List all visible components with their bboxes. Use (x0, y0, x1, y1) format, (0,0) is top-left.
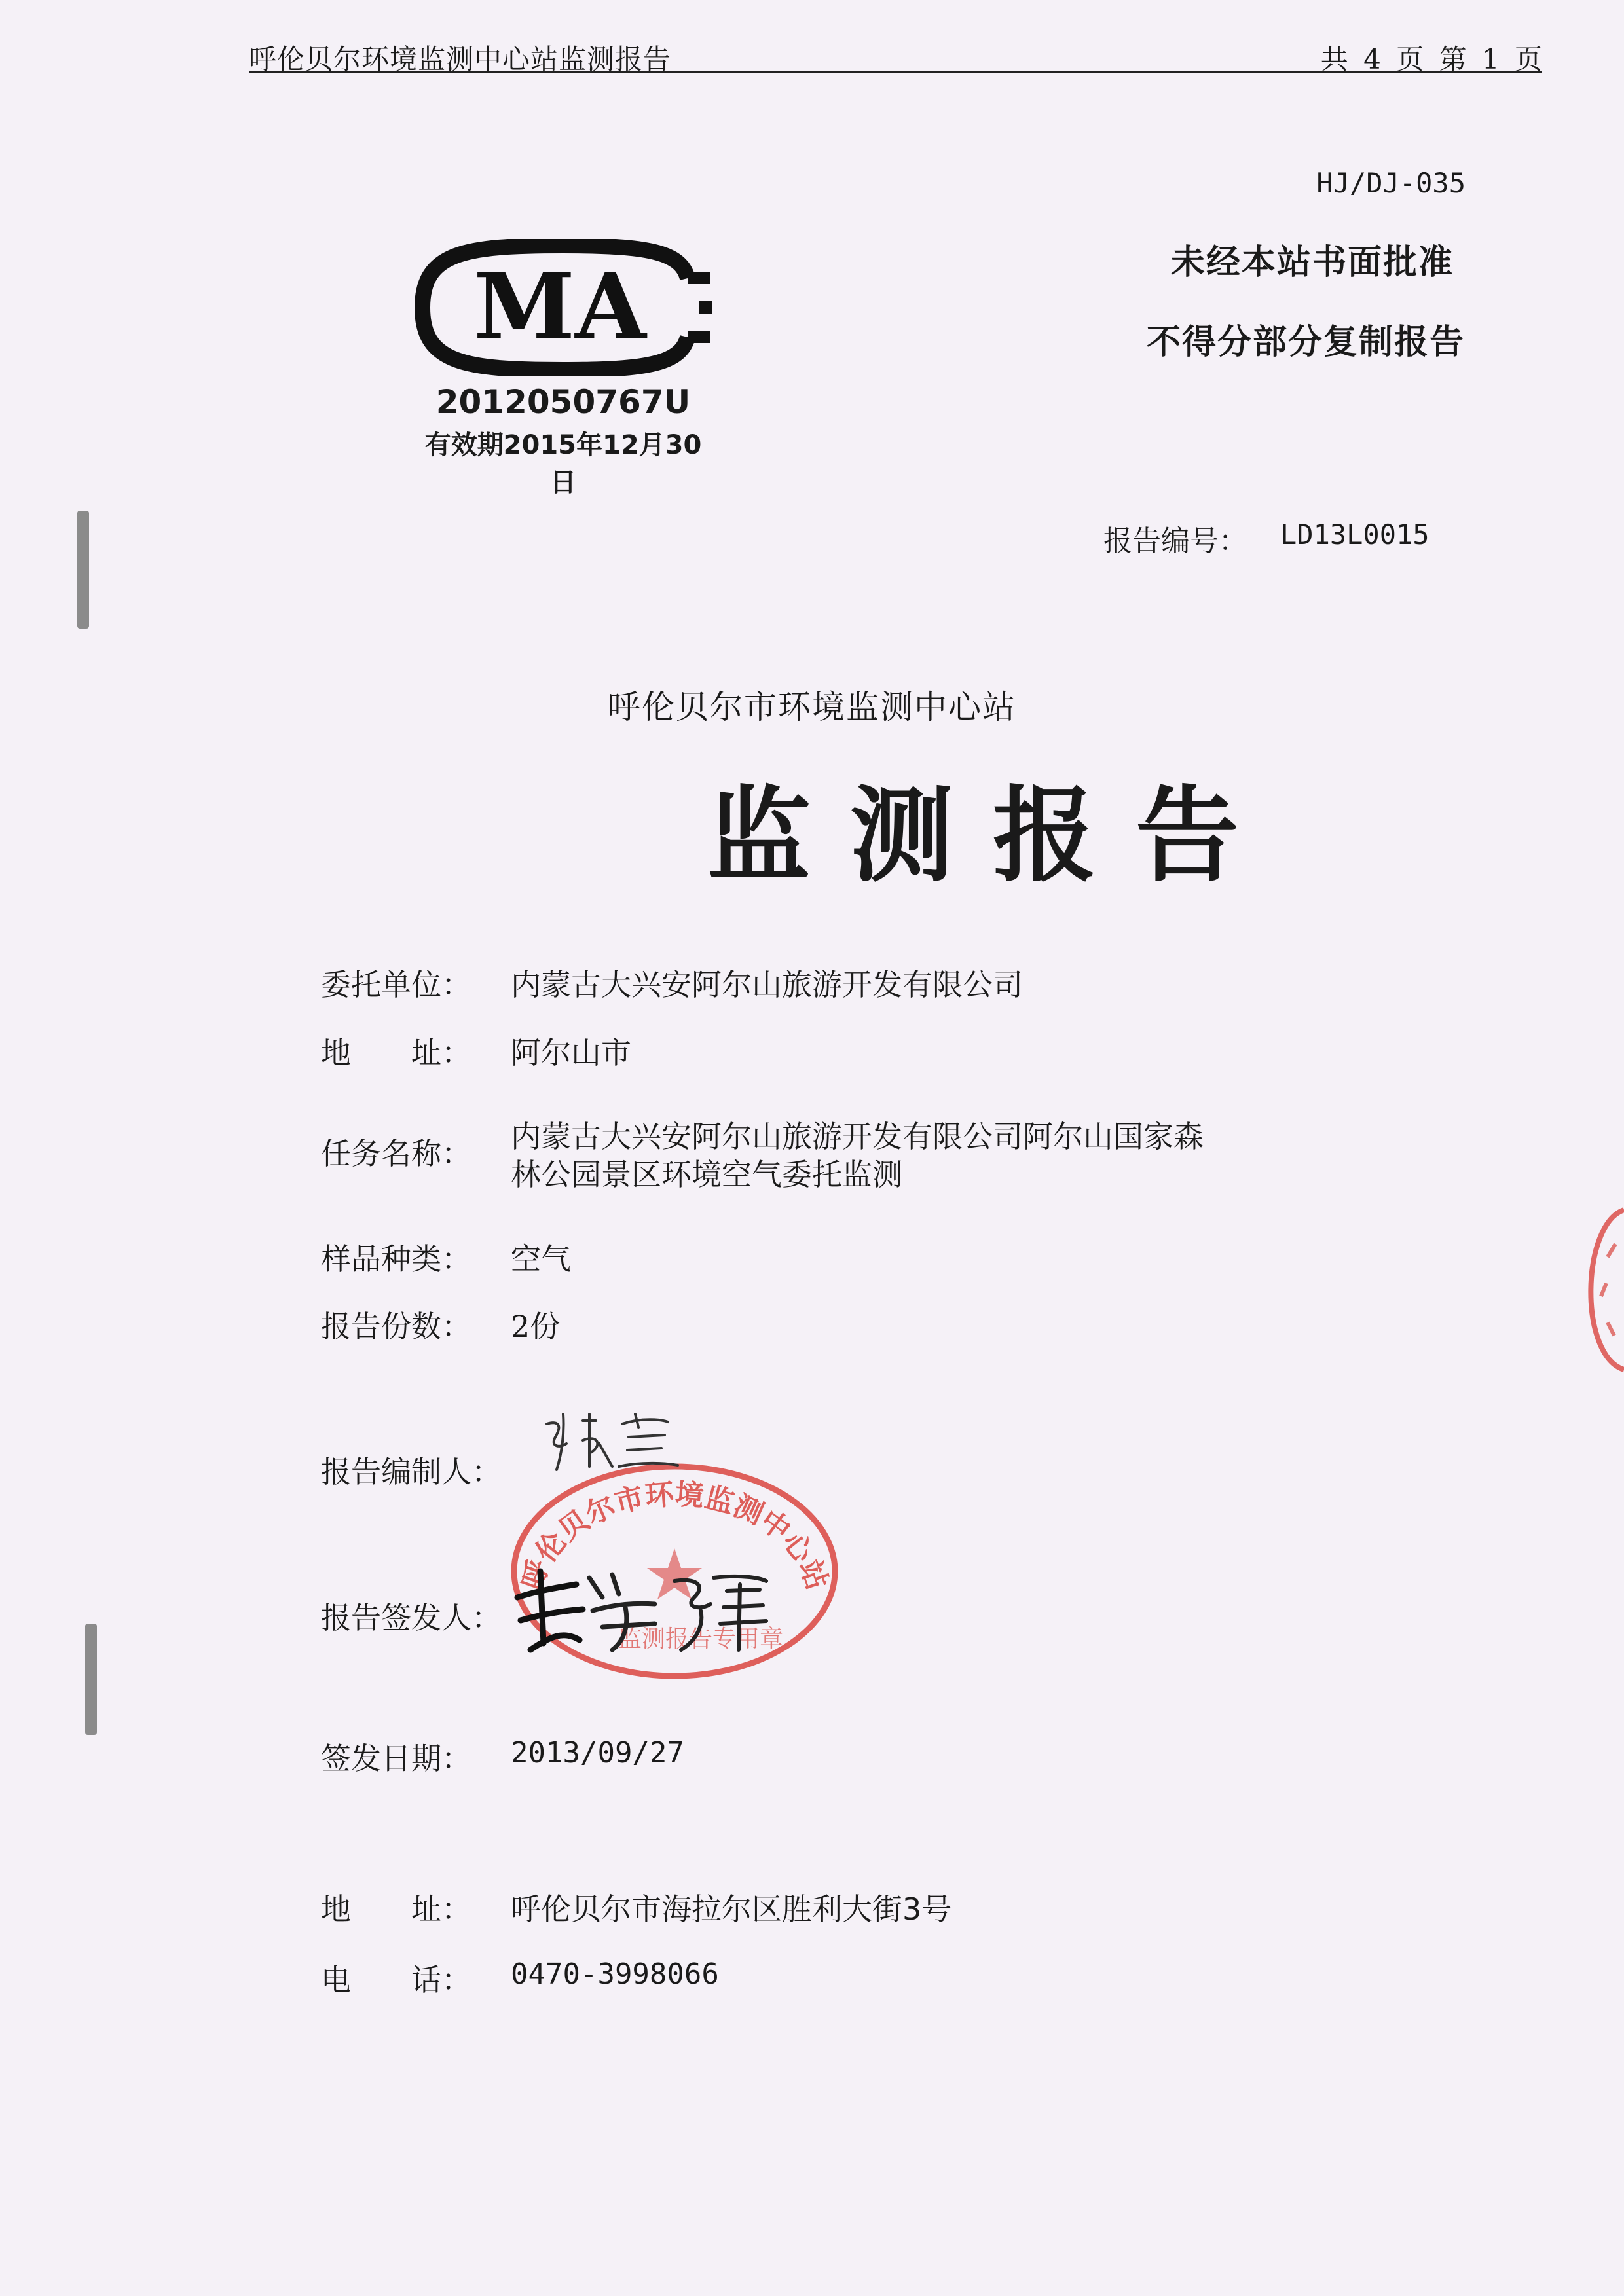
client-label: 委托单位： (321, 967, 471, 1002)
cma-number: 2012050767U (435, 383, 691, 421)
compiler-signature (537, 1408, 688, 1480)
client-value: 内蒙古大兴安阿尔山旅游开发有限公司 (511, 967, 1023, 1002)
page-header (249, 34, 1542, 73)
copies-label: 报告份数： (321, 1309, 471, 1344)
copies-value: 2份 (511, 1309, 561, 1344)
sample-type-value: 空气 (511, 1241, 571, 1277)
edge-seal-fragment (1575, 1205, 1624, 1375)
seal-subtext: 监测报告专用章 (618, 1626, 784, 1652)
organization-name: 呼伦贝尔市环境监测中心站 (608, 688, 1016, 726)
header-page-info: 共 4 页 第 1 页 (1320, 43, 1542, 75)
cma-logo (413, 239, 714, 376)
header-title: 呼伦贝尔环境监测中心站监测报告 (249, 43, 672, 75)
task-value-line1: 内蒙古大兴安阿尔山旅游开发有限公司阿尔山国家森 (511, 1119, 1204, 1154)
page-title: 监测报告 (707, 775, 1278, 896)
issuer-label: 报告签发人： (321, 1600, 502, 1635)
report-number-label: 报告编号： (1103, 524, 1247, 558)
station-address-value: 呼伦贝尔市海拉尔区胜利大街3号 (511, 1891, 952, 1927)
seal-text: 呼伦贝尔市环境监测中心站 (515, 1478, 834, 1594)
issuer-signature (504, 1558, 779, 1663)
station-address-label: 地 址： (321, 1891, 471, 1927)
document-code: HJ/DJ-035 (1316, 167, 1466, 199)
sample-type-label: 样品种类： (321, 1241, 471, 1277)
copy-notice-line1: 未经本站书面批准 (1170, 242, 1454, 282)
binding-hole-top (77, 511, 89, 629)
compiler-label: 报告编制人： (321, 1454, 502, 1489)
issue-date-label: 签发日期： (321, 1741, 471, 1776)
cma-logo-text: MA (473, 253, 646, 361)
report-number-value: LD13L0015 (1280, 519, 1430, 551)
task-label: 任务名称： (321, 1136, 471, 1171)
phone-value: 0470-3998066 (511, 1958, 719, 1991)
phone-label: 电 话： (321, 1962, 471, 1997)
task-value-line2: 林公园景区环境空气委托监测 (511, 1157, 902, 1192)
copy-notice-line2: 不得分部分复制报告 (1146, 322, 1465, 362)
issue-date-value: 2013/09/27 (511, 1736, 684, 1770)
address-value: 阿尔山市 (511, 1035, 631, 1070)
address-label: 地 址： (321, 1035, 471, 1070)
binding-hole-bottom (85, 1624, 97, 1735)
cma-validity: 有效期2015年12月30日 (424, 430, 702, 498)
